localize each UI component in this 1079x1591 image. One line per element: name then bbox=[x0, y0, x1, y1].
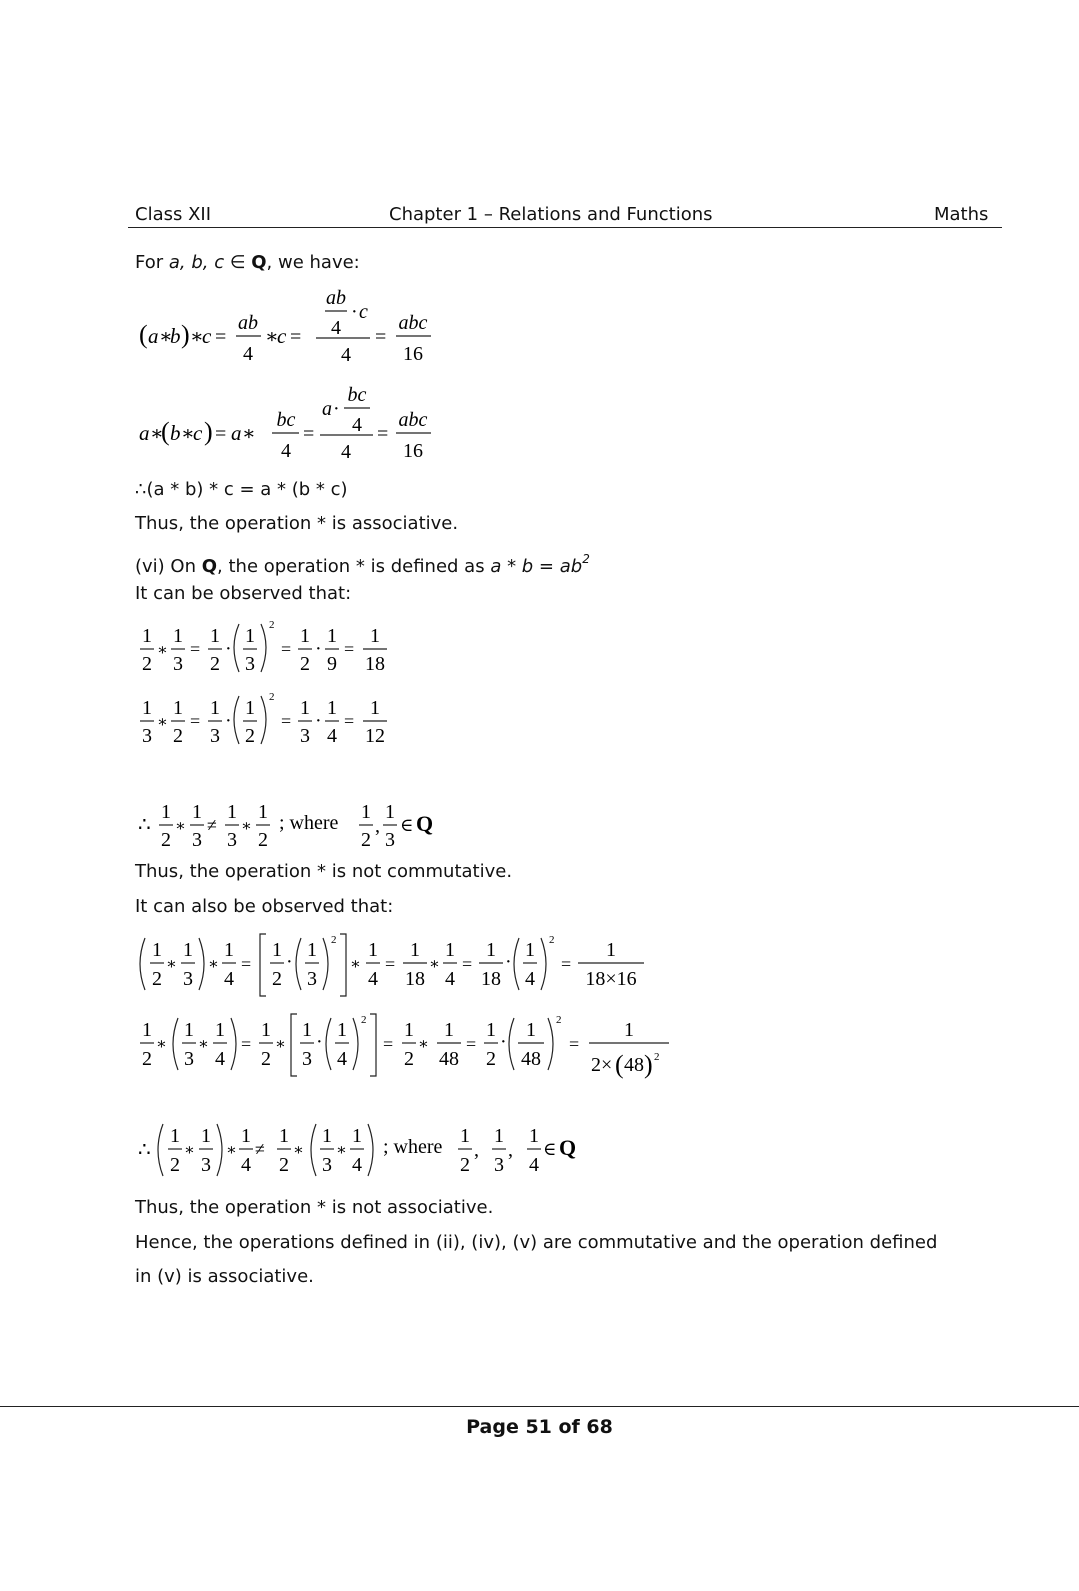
svg-text:): ) bbox=[204, 417, 213, 446]
svg-text:·: · bbox=[505, 951, 512, 973]
hence-line-2: in (v) is associative. bbox=[135, 1266, 314, 1287]
hence-line-1: Hence, the operations defined in (ii), (iv), (v) are commutative and the operation defined bbox=[135, 1232, 938, 1253]
svg-text:48: 48 bbox=[624, 1054, 644, 1076]
svg-text:·: · bbox=[315, 638, 322, 660]
svg-text:18×16: 18×16 bbox=[585, 968, 637, 990]
svg-text:4: 4 bbox=[341, 441, 351, 463]
svg-text:2: 2 bbox=[361, 1014, 367, 1026]
intro-line: For a, b, c ∈ Q, we have: bbox=[135, 252, 360, 273]
svg-text:1: 1 bbox=[272, 939, 282, 961]
svg-text:4: 4 bbox=[281, 440, 291, 462]
svg-text:18: 18 bbox=[405, 968, 425, 990]
svg-text:c: c bbox=[193, 421, 203, 445]
svg-text:1: 1 bbox=[227, 801, 237, 823]
svg-text:2: 2 bbox=[269, 691, 275, 703]
svg-text:∗: ∗ bbox=[275, 1036, 286, 1053]
svg-text:1: 1 bbox=[444, 1019, 454, 1041]
svg-text:=: = bbox=[375, 326, 387, 348]
svg-text:1: 1 bbox=[445, 939, 455, 961]
svg-text:3: 3 bbox=[494, 1154, 504, 1176]
svg-text:=: = bbox=[215, 326, 227, 348]
svg-text:,: , bbox=[375, 815, 380, 837]
svg-text:=: = bbox=[377, 423, 389, 445]
svg-text:=: = bbox=[303, 423, 315, 445]
svg-text:c: c bbox=[277, 324, 287, 348]
svg-text:,: , bbox=[474, 1139, 479, 1161]
svg-text:1: 1 bbox=[279, 1125, 289, 1147]
svg-text:4: 4 bbox=[224, 968, 234, 990]
line-not-commutative: Thus, the operation * is not commutative. bbox=[135, 861, 513, 882]
svg-text:1: 1 bbox=[486, 939, 496, 961]
svg-text:∴: ∴ bbox=[138, 814, 151, 836]
equation-right-grouping bbox=[135, 1010, 695, 1090]
svg-text:3: 3 bbox=[210, 725, 220, 747]
svg-text:3: 3 bbox=[302, 1048, 312, 1070]
svg-text:1: 1 bbox=[184, 1019, 194, 1041]
svg-text:3: 3 bbox=[385, 829, 395, 851]
equation-ab-c bbox=[135, 288, 465, 374]
svg-text:1: 1 bbox=[170, 1125, 180, 1147]
svg-text:1: 1 bbox=[337, 1019, 347, 1041]
svg-text:b: b bbox=[170, 421, 181, 445]
svg-text:∴: ∴ bbox=[138, 1139, 151, 1161]
svg-text:=: = bbox=[241, 954, 252, 974]
svg-text:·: · bbox=[225, 710, 232, 732]
svg-text:4: 4 bbox=[337, 1048, 347, 1070]
svg-text:=: = bbox=[241, 1034, 252, 1054]
svg-text:=: = bbox=[383, 1034, 394, 1054]
vi-definition: (vi) On Q, the operation * is defined as $a * b = ab^2$ bbox=[135, 552, 590, 577]
svg-text:4: 4 bbox=[341, 344, 351, 366]
svg-text:2: 2 bbox=[170, 1154, 180, 1176]
svg-text:·: · bbox=[351, 301, 358, 323]
svg-text:·: · bbox=[315, 710, 322, 732]
svg-text:1: 1 bbox=[192, 801, 202, 823]
observe-line-2: It can also be observed that: bbox=[135, 896, 394, 917]
svg-text:2: 2 bbox=[279, 1154, 289, 1176]
svg-text:ab: ab bbox=[238, 312, 258, 334]
svg-text:∗: ∗ bbox=[242, 423, 256, 445]
svg-text:1: 1 bbox=[210, 625, 220, 647]
svg-text:(: ( bbox=[139, 320, 148, 349]
svg-text:2: 2 bbox=[152, 968, 162, 990]
svg-text:∗: ∗ bbox=[159, 326, 173, 348]
svg-text:1: 1 bbox=[370, 697, 380, 719]
svg-text:48: 48 bbox=[439, 1048, 459, 1070]
svg-text:2: 2 bbox=[142, 1048, 152, 1070]
svg-text:,: , bbox=[508, 1139, 513, 1161]
svg-text:1: 1 bbox=[525, 939, 535, 961]
header-chapter: Chapter 1 – Relations and Functions bbox=[389, 204, 713, 225]
svg-text:2: 2 bbox=[161, 829, 171, 851]
svg-text:18: 18 bbox=[365, 653, 385, 675]
svg-text:12: 12 bbox=[365, 725, 385, 747]
svg-text:1: 1 bbox=[142, 697, 152, 719]
svg-text:c: c bbox=[359, 301, 368, 323]
svg-text:=: = bbox=[215, 423, 227, 445]
svg-text:2: 2 bbox=[486, 1048, 496, 1070]
svg-text:2: 2 bbox=[210, 653, 220, 675]
svg-text:1: 1 bbox=[210, 697, 220, 719]
svg-text:1: 1 bbox=[460, 1125, 470, 1147]
svg-text:1: 1 bbox=[327, 625, 337, 647]
svg-text:2: 2 bbox=[269, 619, 275, 631]
equation-half-star-third bbox=[135, 618, 415, 676]
svg-text:a: a bbox=[231, 421, 242, 445]
svg-text:1: 1 bbox=[173, 625, 183, 647]
svg-text:3: 3 bbox=[300, 725, 310, 747]
svg-text:b: b bbox=[170, 324, 181, 348]
svg-text:=: = bbox=[344, 639, 355, 659]
svg-text:=: = bbox=[385, 954, 396, 974]
svg-text:a: a bbox=[322, 398, 332, 420]
svg-text:2: 2 bbox=[361, 829, 371, 851]
svg-text:1: 1 bbox=[404, 1019, 414, 1041]
svg-text:4: 4 bbox=[352, 414, 362, 436]
svg-text:abc: abc bbox=[398, 409, 428, 431]
line-not-associative: Thus, the operation * is not associative. bbox=[135, 1197, 494, 1218]
page-number: Page 51 of 68 bbox=[466, 1416, 613, 1438]
svg-text:∗: ∗ bbox=[429, 956, 440, 973]
svg-text:4: 4 bbox=[243, 343, 253, 365]
svg-text:1: 1 bbox=[161, 801, 171, 823]
svg-text:18: 18 bbox=[481, 968, 501, 990]
svg-text:3: 3 bbox=[183, 968, 193, 990]
svg-text:=: = bbox=[190, 711, 201, 731]
svg-text:a: a bbox=[139, 421, 150, 445]
svg-text:1: 1 bbox=[385, 801, 395, 823]
equation-third-star-half bbox=[135, 690, 415, 748]
svg-text:·: · bbox=[316, 1031, 323, 1053]
where-label-2: ; where bbox=[383, 1136, 443, 1158]
svg-text:1: 1 bbox=[486, 1019, 496, 1041]
svg-text:1: 1 bbox=[410, 939, 420, 961]
svg-text:∗: ∗ bbox=[150, 423, 164, 445]
svg-text:=: = bbox=[462, 954, 473, 974]
svg-text:3: 3 bbox=[192, 829, 202, 851]
svg-text:1: 1 bbox=[352, 1125, 362, 1147]
set-q-symbol: Q bbox=[416, 811, 434, 836]
svg-text:2: 2 bbox=[142, 653, 152, 675]
svg-text:1: 1 bbox=[258, 801, 268, 823]
svg-text:(: ( bbox=[161, 417, 170, 446]
svg-text:2: 2 bbox=[245, 725, 255, 747]
svg-text:abc: abc bbox=[398, 312, 428, 334]
header-class: Class XII bbox=[135, 204, 212, 225]
svg-text:2: 2 bbox=[404, 1048, 414, 1070]
svg-text:=: = bbox=[190, 639, 201, 659]
svg-text:48: 48 bbox=[521, 1048, 541, 1070]
svg-text:∗: ∗ bbox=[175, 818, 186, 835]
svg-text:·: · bbox=[333, 398, 340, 420]
svg-text:1: 1 bbox=[215, 1019, 225, 1041]
svg-text:1: 1 bbox=[327, 697, 337, 719]
svg-text:·: · bbox=[225, 638, 232, 660]
svg-text:2: 2 bbox=[556, 1014, 562, 1026]
svg-text:∗: ∗ bbox=[226, 1142, 237, 1159]
svg-text:2: 2 bbox=[173, 725, 183, 747]
svg-text:9: 9 bbox=[327, 653, 337, 675]
svg-text:1: 1 bbox=[300, 697, 310, 719]
svg-text:=: = bbox=[344, 711, 355, 731]
equation-not-commutative bbox=[135, 796, 455, 856]
svg-text:1: 1 bbox=[307, 939, 317, 961]
svg-text:(: ( bbox=[615, 1050, 624, 1079]
svg-text:·: · bbox=[500, 1031, 507, 1053]
svg-text:3: 3 bbox=[307, 968, 317, 990]
svg-text:1: 1 bbox=[245, 625, 255, 647]
svg-text:1: 1 bbox=[302, 1019, 312, 1041]
svg-text:4: 4 bbox=[327, 725, 337, 747]
svg-text:=: = bbox=[569, 1034, 580, 1054]
svg-text:2: 2 bbox=[549, 934, 555, 946]
svg-text:4: 4 bbox=[352, 1154, 362, 1176]
svg-text:): ) bbox=[181, 320, 190, 349]
svg-text:2: 2 bbox=[272, 968, 282, 990]
svg-text:∗: ∗ bbox=[184, 1142, 195, 1159]
svg-text:1: 1 bbox=[142, 1019, 152, 1041]
svg-text:16: 16 bbox=[403, 440, 423, 462]
svg-text:3: 3 bbox=[142, 725, 152, 747]
svg-text:4: 4 bbox=[215, 1048, 225, 1070]
svg-text:1: 1 bbox=[224, 939, 234, 961]
svg-text:1: 1 bbox=[606, 939, 616, 961]
svg-text:1: 1 bbox=[322, 1125, 332, 1147]
svg-text:4: 4 bbox=[241, 1154, 251, 1176]
svg-text:2: 2 bbox=[331, 934, 337, 946]
svg-text:1: 1 bbox=[300, 625, 310, 647]
svg-text:bc: bc bbox=[347, 384, 367, 406]
svg-text:∗: ∗ bbox=[265, 326, 279, 348]
svg-text:1: 1 bbox=[624, 1019, 634, 1041]
svg-text:∗: ∗ bbox=[293, 1142, 304, 1159]
svg-text:1: 1 bbox=[529, 1125, 539, 1147]
svg-text:∗: ∗ bbox=[418, 1036, 429, 1053]
footer-rule bbox=[0, 1406, 1079, 1407]
svg-text:3: 3 bbox=[322, 1154, 332, 1176]
svg-text:≠: ≠ bbox=[207, 815, 217, 835]
svg-text:∈: ∈ bbox=[400, 815, 414, 835]
svg-text:1: 1 bbox=[261, 1019, 271, 1041]
svg-text:a: a bbox=[148, 324, 159, 348]
header-subject: Maths bbox=[934, 204, 989, 225]
svg-text:1: 1 bbox=[245, 697, 255, 719]
svg-text:3: 3 bbox=[245, 653, 255, 675]
svg-text:2: 2 bbox=[258, 829, 268, 851]
svg-text:1: 1 bbox=[152, 939, 162, 961]
svg-text:∗: ∗ bbox=[157, 714, 168, 731]
svg-text:=: = bbox=[290, 326, 302, 348]
svg-text:1: 1 bbox=[526, 1019, 536, 1041]
svg-text:∗: ∗ bbox=[156, 1036, 167, 1053]
svg-text:·: · bbox=[286, 951, 293, 973]
svg-text:bc: bc bbox=[276, 409, 296, 431]
svg-text:3: 3 bbox=[184, 1048, 194, 1070]
svg-text:2: 2 bbox=[261, 1048, 271, 1070]
equation-left-grouping bbox=[135, 930, 665, 1002]
svg-text:=: = bbox=[281, 711, 292, 731]
svg-text:1: 1 bbox=[361, 801, 371, 823]
svg-text:∗: ∗ bbox=[208, 956, 219, 973]
where-label: ; where bbox=[279, 812, 339, 834]
svg-text:∗: ∗ bbox=[241, 818, 252, 835]
svg-text:2×: 2× bbox=[591, 1054, 613, 1076]
svg-text:3: 3 bbox=[173, 653, 183, 675]
svg-text:=: = bbox=[561, 954, 572, 974]
svg-text:2: 2 bbox=[460, 1154, 470, 1176]
svg-text:∗: ∗ bbox=[198, 1036, 209, 1053]
svg-text:1: 1 bbox=[241, 1125, 251, 1147]
line-associative: Thus, the operation * is associative. bbox=[135, 513, 459, 534]
svg-text:≠: ≠ bbox=[255, 1139, 265, 1159]
svg-text:∗: ∗ bbox=[336, 1142, 347, 1159]
observe-line-1: It can be observed that: bbox=[135, 583, 352, 604]
svg-text:4: 4 bbox=[525, 968, 535, 990]
svg-text:∗: ∗ bbox=[190, 326, 204, 348]
svg-text:=: = bbox=[281, 639, 292, 659]
svg-text:3: 3 bbox=[201, 1154, 211, 1176]
svg-text:1: 1 bbox=[370, 625, 380, 647]
svg-text:1: 1 bbox=[368, 939, 378, 961]
equation-not-associative bbox=[135, 1118, 605, 1184]
svg-text:1: 1 bbox=[201, 1125, 211, 1147]
svg-text:4: 4 bbox=[331, 317, 341, 339]
svg-text:=: = bbox=[466, 1034, 477, 1054]
svg-text:ab: ab bbox=[326, 288, 346, 309]
svg-text:∗: ∗ bbox=[157, 642, 168, 659]
svg-text:): ) bbox=[644, 1050, 653, 1079]
svg-text:3: 3 bbox=[227, 829, 237, 851]
equation-a-bc bbox=[135, 384, 465, 470]
svg-text:c: c bbox=[202, 324, 212, 348]
svg-text:4: 4 bbox=[445, 968, 455, 990]
svg-text:4: 4 bbox=[368, 968, 378, 990]
svg-text:4: 4 bbox=[529, 1154, 539, 1176]
svg-text:2: 2 bbox=[300, 653, 310, 675]
assoc-conclusion: ∴(a * b) * c = a * (b * c) bbox=[135, 479, 348, 500]
svg-text:1: 1 bbox=[173, 697, 183, 719]
svg-text:2: 2 bbox=[654, 1051, 660, 1063]
svg-text:1: 1 bbox=[183, 939, 193, 961]
svg-text:∗: ∗ bbox=[181, 423, 195, 445]
svg-text:1: 1 bbox=[494, 1125, 504, 1147]
svg-text:∗: ∗ bbox=[350, 956, 361, 973]
svg-text:∗: ∗ bbox=[166, 956, 177, 973]
svg-text:1: 1 bbox=[142, 625, 152, 647]
svg-text:16: 16 bbox=[403, 343, 423, 365]
set-q-symbol-2: Q bbox=[559, 1135, 577, 1160]
svg-text:∈: ∈ bbox=[543, 1139, 557, 1159]
header-rule bbox=[128, 227, 1002, 228]
